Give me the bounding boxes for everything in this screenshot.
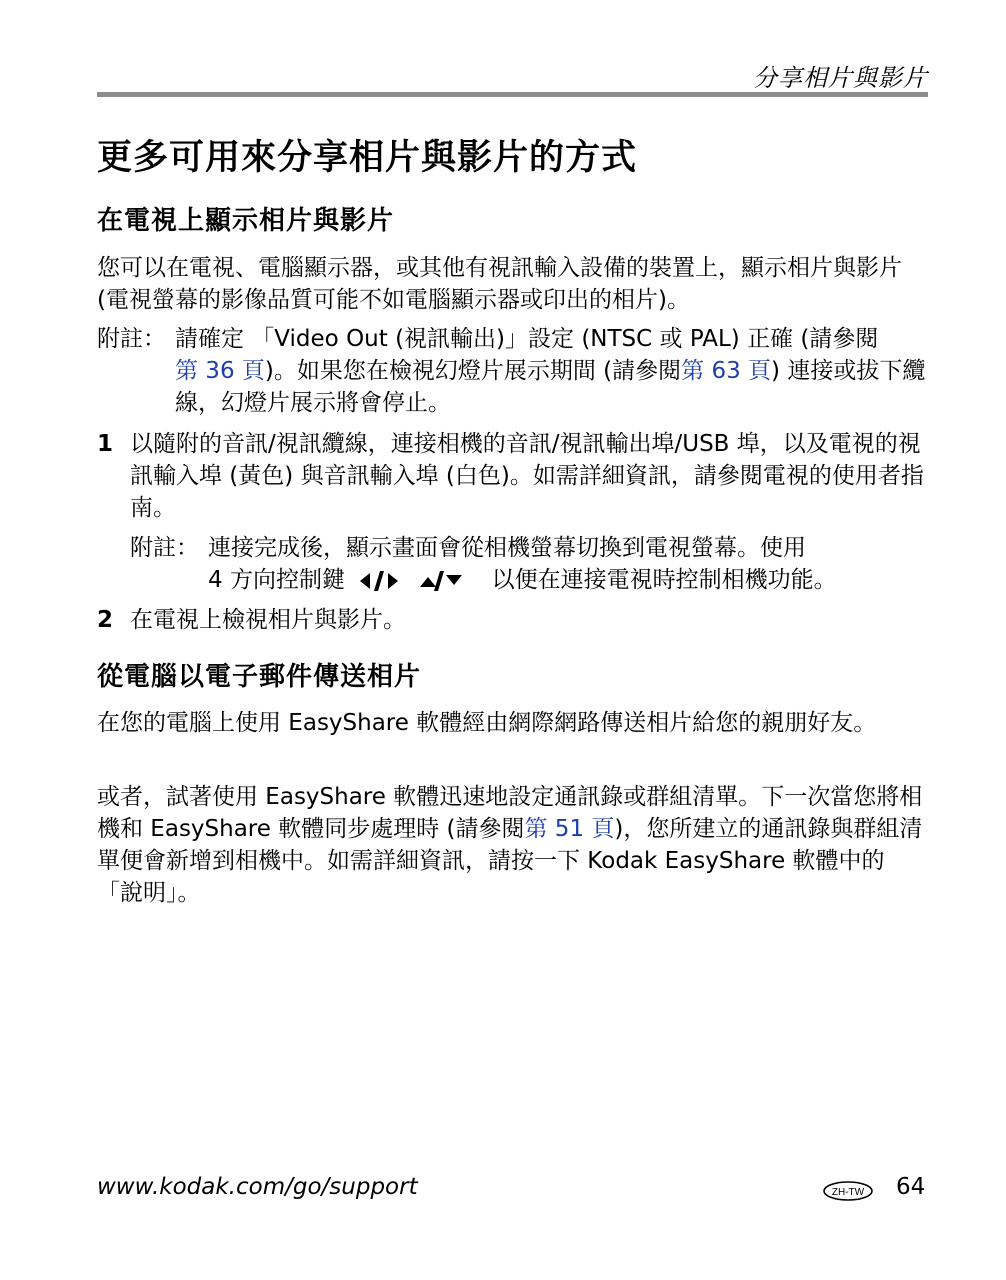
email-paragraph-2 xyxy=(97,781,927,909)
footer-url: www.kodak.com/go/support xyxy=(97,1174,418,1200)
note-text-a: 請確定 「Video Out (視訊輸出)」設定 (NTSC 或 PAL) 正確 (請參閱 xyxy=(175,326,879,352)
step1-note-line2a: 4 方向控制鍵 xyxy=(208,567,345,593)
step1-note-line2b: 以便在連接電視時控制相機功能。 xyxy=(491,567,837,593)
page-36-link[interactable]: 第 36 頁 xyxy=(175,358,265,384)
step-text: 在電視上檢視相片與影片。 xyxy=(130,607,406,633)
note-text-b: )。如果您在檢視幻燈片展示期間 (請參閱 xyxy=(264,358,682,384)
language-badge xyxy=(822,1180,874,1202)
tv-note xyxy=(97,323,927,419)
step-number: 1 xyxy=(97,431,114,457)
running-header: 分享相片與影片 xyxy=(753,64,928,92)
step-1 xyxy=(97,428,927,524)
page-title: 更多可用來分享相片與影片的方式 xyxy=(97,138,638,178)
note-body xyxy=(175,323,927,419)
step1-note-line1: 連接完成後，顯示畫面會從相機螢幕切換到電視螢幕。使用 xyxy=(208,535,806,561)
step-2 xyxy=(97,604,927,636)
page-63-link[interactable]: 第 63 頁 xyxy=(681,358,772,384)
para2-text-b: )，您所建立的通訊錄與群組清單便會新增到相機中。如需詳細資訊，請按一下 Kodak EasyShare 軟體中的 「說明」。 xyxy=(97,816,923,906)
tv-intro-paragraph: 您可以在電視、電腦顯示器，或其他有視訊輸入設備的裝置上，顯示相片與影片 (電視螢幕的影像品質可能不如電腦顯示器或印出的相片)。 xyxy=(97,255,902,313)
page-number: 64 xyxy=(896,1174,926,1200)
language-badge-text: ZH-TW xyxy=(831,1187,865,1198)
four-way-arrows-icon xyxy=(358,569,478,593)
step1-note xyxy=(130,532,930,596)
email-section-heading: 從電腦以電子郵件傳送相片 xyxy=(97,662,422,692)
note-label: 附註： xyxy=(97,326,166,352)
step-number: 2 xyxy=(97,607,114,633)
header-rule xyxy=(97,92,928,97)
email-paragraph-1: 在您的電腦上使用 EasyShare 軟體經由網際網路傳送相片給您的親朋好友。 xyxy=(97,710,877,736)
step-text: 以隨附的音訊/視訊纜線，連接相機的音訊/視訊輸出埠/USB 埠，以及電視的視訊輸入埠 (黃色) 與音訊輸入埠 (白色)。如需詳細資訊，請參閱電視的使用者指南。 xyxy=(130,431,924,521)
note-text-c: ) 連接或拔下纜線，幻燈片展示將會停止。 xyxy=(175,358,926,416)
tv-section-heading: 在電視上顯示相片與影片 xyxy=(97,206,395,236)
page-51-link[interactable]: 第 51 頁 xyxy=(524,816,615,842)
para2-text-a: 或者，試著使用 EasyShare 軟體迅速地設定通訊錄或群組清單。下一次當您將相機和 EasyShare 軟體同步處理時 (請參閱 xyxy=(97,784,923,842)
note-label: 附註： xyxy=(130,535,199,561)
